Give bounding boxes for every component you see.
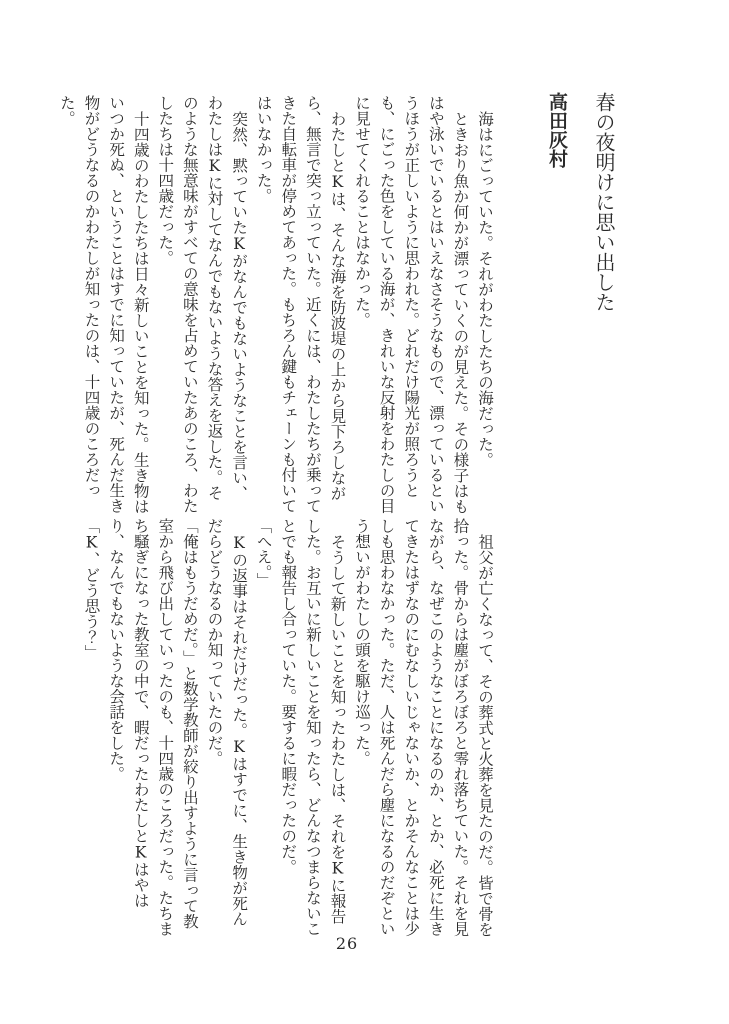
- text-block-top: [54, 95, 497, 514]
- paragraph-dialogue: 「へえ。」: [254, 518, 273, 588]
- paragraph: 突然、黙っていたKがなんでもないようなことを言い、わたしはKに対してなんでもないような答えを返した。そのような無意味がすべての意味を占めていたあのころ、わたしたちは十四歳だった。: [156, 95, 249, 514]
- page-footer: [0, 934, 694, 953]
- page-number: 26: [335, 934, 359, 953]
- paragraph: Kの返事はそれだけだった。Kはすでに、生き物が死んだらどうなるのか知っていたのだ。: [205, 518, 249, 926]
- paragraph: 十四歳のわたしたちは日々新しいことを知った。生き物はいつか死ぬ、ということはすでに知っていたが、死んだ生き物がどうなるのかわたしが知ったのは、十四歳のころだった。: [57, 95, 150, 514]
- paragraph: わたしとKは、そんな海を防波堤の上から見下ろしながら、無言で突っ立っていた。近くには、わたしたちが乗ってきた自転車が停めてあった。もちろん鍵もチェーンも付いてはいなかった。: [254, 95, 347, 514]
- paragraph: ときおり魚か何かが漂っていくのが見えた。その様子はもはや泳いでいるとはいえなさそうなもので、漂っているというほうが正しいように思われた。どれだけ陽光が照ろうとも、にごった色をしている海が、きれいな反射をわたしの目に見せてくれることはなかった。: [353, 95, 470, 514]
- paragraph-dialogue: 「俺はもうだめだ。」と数学教師が絞り出すように言って教室から飛び出していったのも、十四歳のころだった。たちまち騒ぎになった教室の中で、暇だったわたしとKはやはり、なんでもないような会話をした。: [107, 518, 199, 937]
- story-title: 春の夜明けに思い出した: [592, 92, 616, 312]
- text-block-bottom: [79, 518, 497, 937]
- paragraph: そうして新しいことを知ったわたしは、それをKに報告した。お互いに新しいことを知ったら、どんなつまらないことでも報告し合っていた。要するに暇だったのだ。: [279, 518, 347, 937]
- paragraph: 海はにごっていた。それがわたしたちの海だった。: [476, 110, 494, 467]
- title-block: [544, 92, 617, 522]
- paragraph-dialogue: 「K、どう思う？」: [82, 518, 101, 660]
- author-name: 高田灰村: [546, 92, 568, 168]
- paragraph: 祖父が亡くなって、その葬式と火葬を見たのだ。皆で骨を拾った。骨からは塵がぼろぼろと零れ落ちていた。それを見ながら、なぜこのようなことになるのか、とか、必死に生きてきたはずなのにむなしいじゃないか、とかそんなことは少しも思わなかった。ただ、人は死んだら塵になるのだぞという想いがわたしの頭を駆け巡った。: [353, 518, 494, 937]
